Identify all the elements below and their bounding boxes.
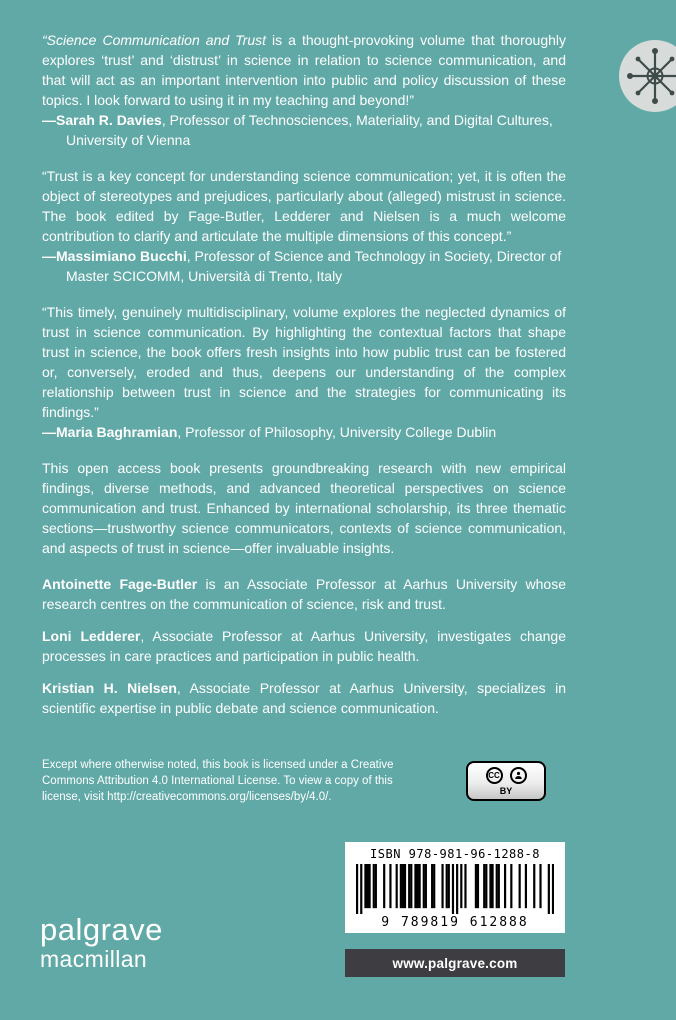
quote-text <box>42 166 566 246</box>
palgrave-flower-icon <box>619 40 676 112</box>
publisher-website-bar: www.palgrave.com <box>345 949 565 977</box>
quote-body: “Trust is a key concept for understanding science communication; yet, it is often the object of stereotypes and prejudices, particularly about (alleged) mistrust in science. The book edited by Fage-Butler, Ledderer and Nielsen is a much welcome contribution to clarify and articulate the multiple dimensions of this concept.” <box>42 168 566 244</box>
cover-text-column <box>42 30 566 730</box>
attribution-name: —Maria Baghramian <box>42 424 178 440</box>
attribution-details: , Professor of Philosophy, University College Dublin <box>177 424 497 440</box>
license-text: Except where otherwise noted, this book is licensed under a Creative Commons Attribution 4.0 International License. To view a copy of this license, visit http://creativecommons.org/licenses/by/4.0/. <box>42 759 394 803</box>
author-bio-3 <box>42 678 566 718</box>
person-icon <box>510 767 527 784</box>
attribution-name: —Massimiano Bucchi <box>42 248 187 264</box>
author-bio-1 <box>42 574 566 614</box>
author-bio-text: is an Associate Professor at Aarhus University whose research centres on the communication of science, risk and trust. <box>42 576 567 612</box>
author-name: Antoinette Fage-Butler <box>42 576 198 592</box>
isbn-barcode-block <box>345 842 565 933</box>
author-bio-2 <box>42 626 566 666</box>
cc-by-label: BY <box>499 785 513 796</box>
attribution-details: , Professor of Science and Technology in Society, Director of Master SCICOMM, Università di Trento, Italy <box>66 248 562 284</box>
quote-body: “This timely, genuinely multidisciplinary, volume explores the neglected dynamics of trust in science communication. By highlighting the contextual factors that shape trust in science, the book offers fresh insights into how public trust can be fostered or, conversely, eroded and thus, deepens our understanding of the complex relationship between trust in science and the strategies for communicating its findings.” <box>42 304 566 420</box>
quote-attribution <box>42 246 566 286</box>
author-name: Loni Ledderer <box>42 628 141 644</box>
endorsement-quote-1 <box>42 30 566 150</box>
quote-attribution <box>42 110 566 150</box>
quote-body: is a thought-provoking volume that thoroughly explores ‘trust’ and ‘distrust’ in science in relation to science communication, and that will act as an important intervention into public and policy discussion of these topics. I look forward to using it in my teaching and beyond!” <box>42 32 566 108</box>
barcode-digits: 9 789819 612888 <box>381 915 529 930</box>
author-bio-text: , Associate Professor at Aarhus University, specializes in scientific expertise in public debate and science communication. <box>42 680 567 716</box>
author-bio-text: , Associate Professor at Aarhus University, investigates change processes in care practices and participation in public health. <box>42 628 566 664</box>
barcode-bars <box>356 864 554 914</box>
attribution-details: , Professor of Technosciences, Materiality, and Digital Cultures, University of Vienna <box>66 112 553 148</box>
palgrave-macmillan-logo <box>40 913 163 972</box>
quote-text <box>42 302 566 422</box>
quote-attribution <box>42 422 566 442</box>
book-description: This open access book presents groundbreaking research with new empirical findings, diverse methods, and advanced theoretical perspectives on science communication and trust. Enhanced by international scholarship, its three thematic sections—trustworthy science communicators, contexts of science communication, and aspects of trust in science—offer invaluable insights. <box>42 460 566 556</box>
isbn-label: ISBN 978-981-96-1288-8 <box>370 847 540 861</box>
attribution-name: —Sarah R. Davies <box>42 112 162 128</box>
logo-palgrave: palgrave <box>40 912 163 947</box>
cc-icon: CC <box>486 767 503 784</box>
endorsement-quote-2 <box>42 166 566 286</box>
quote-text <box>42 30 566 110</box>
author-name: Kristian H. Nielsen <box>42 680 177 696</box>
quote-book-title: “Science Communication and Trust <box>42 32 267 48</box>
endorsement-quote-3 <box>42 302 566 442</box>
logo-macmillan: macmillan <box>40 946 148 972</box>
cc-by-badge <box>466 761 546 801</box>
cc-badge-icons <box>486 767 527 784</box>
